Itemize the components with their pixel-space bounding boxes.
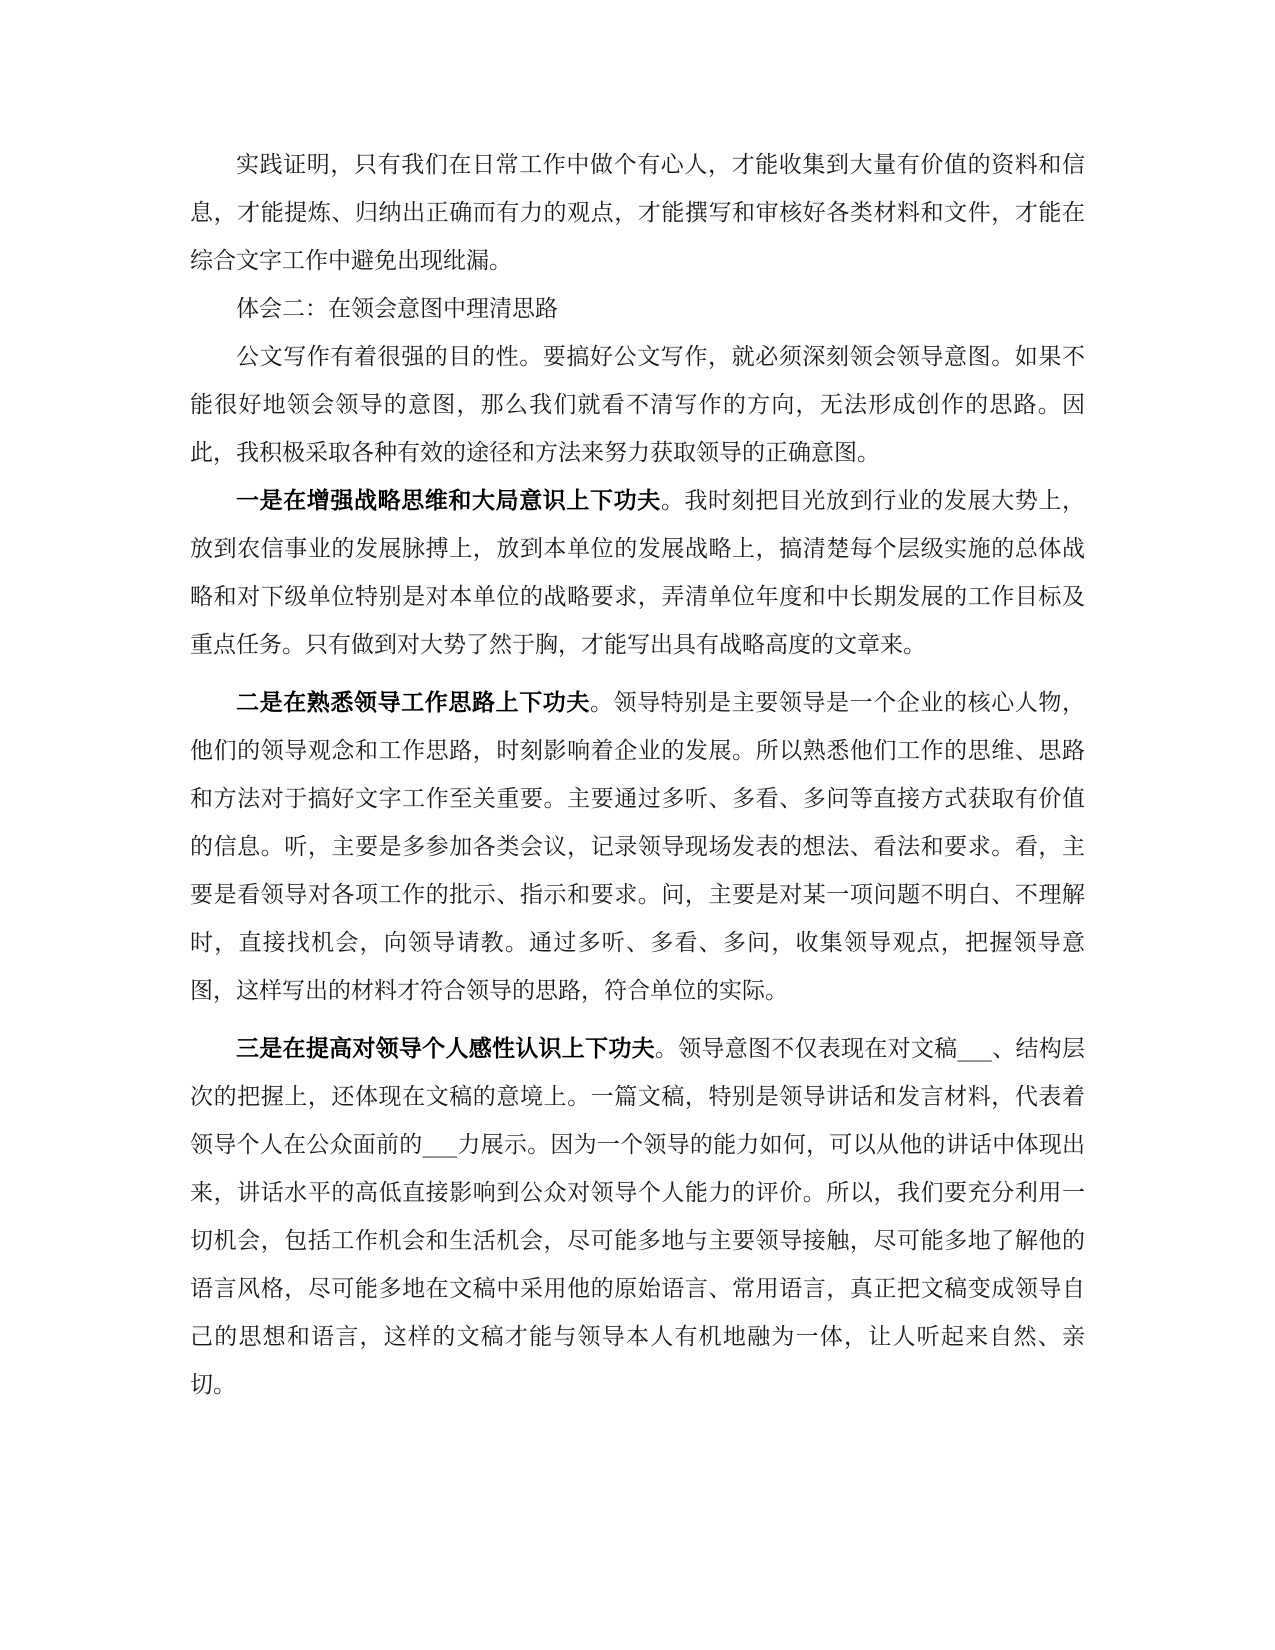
- paragraph-text: 公文写作有着很强的目的性。要搞好公文写作，就必须深刻领会领导意图。如果不能很好地领会领导的意图，那么我们就看不清写作的方向，无法形成创作的思路。因此，我积极采取各种有效的途径和方法来努力获取领导的正确意图。: [190, 344, 1085, 466]
- document-body: [190, 141, 1085, 1409]
- section-heading-experience-two: [190, 285, 1085, 333]
- paragraph-official-writing: [190, 333, 1085, 477]
- bold-lead-phrase: 三是在提高对领导个人感性认识上下功夫: [236, 1035, 655, 1062]
- paragraph-point-two: [190, 679, 1085, 1015]
- bold-lead-phrase: 一是在增强战略思维和大局意识上下功夫: [236, 487, 661, 514]
- paragraph-point-three: [190, 1025, 1085, 1409]
- paragraph-point-one: [190, 477, 1085, 669]
- paragraph-text: 实践证明，只有我们在日常工作中做个有心人，才能收集到大量有价值的资料和信息，才能提炼、归纳出正确而有力的观点，才能撰写和审核好各类材料和文件，才能在综合文字工作中避免出现纰漏。: [190, 152, 1085, 274]
- paragraph-text: 。我时刻把目光放到行业的发展大势上，放到农信事业的发展脉搏上，放到本单位的发展战略上，搞清楚每个层级实施的总体战略和对下级单位特别是对本单位的战略要求，弄清单位年度和中长期发展的工作目标及重点任务。只有做到对大势了然于胸，才能写出具有战略高度的文章来。: [190, 488, 1086, 658]
- paragraph-practice-proof: [190, 141, 1085, 285]
- heading-text: 体会二：在领会意图中理清思路: [236, 296, 558, 322]
- bold-lead-phrase: 二是在熟悉领导工作思路上下功夫: [236, 689, 590, 716]
- paragraph-text: 。领导特别是主要领导是一个企业的核心人物，他们的领导观念和工作思路，时刻影响着企业的发展。所以熟悉他们工作的思维、思路和方法对于搞好文字工作至关重要。主要通过多听、多看、多问等直接方式获取有价值的信息。听，主要是多参加各类会议，记录领导现场发表的想法、看法和要求。看，主要是看领导对各项工作的批示、指示和要求。问，主要是对某一项问题不明白、不理解时，直接找机会，向领导请教。通过多听、多看、多问，收集领导观点，把握领导意图，这样写出的材料才符合领导的思路，符合单位的实际。: [190, 690, 1086, 1004]
- paragraph-text: 。领导意图不仅表现在对文稿___、结构层次的把握上，还体现在文稿的意境上。一篇文稿，特别是领导讲话和发言材料，代表着领导个人在公众面前的___力展示。因为一个领导的能力如何，可以从他的讲话中体现出来，讲话水平的高低直接影响到公众对领导个人能力的评价。所以，我们要充分利用一切机会，包括工作机会和生活机会，尽可能多地与主要领导接触，尽可能多地了解他的语言风格，尽可能多地在文稿中采用他的原始语言、常用语言，真正把文稿变成领导自己的思想和语言，这样的文稿才能与领导本人有机地融为一体，让人听起来自然、亲切。: [190, 1036, 1086, 1398]
